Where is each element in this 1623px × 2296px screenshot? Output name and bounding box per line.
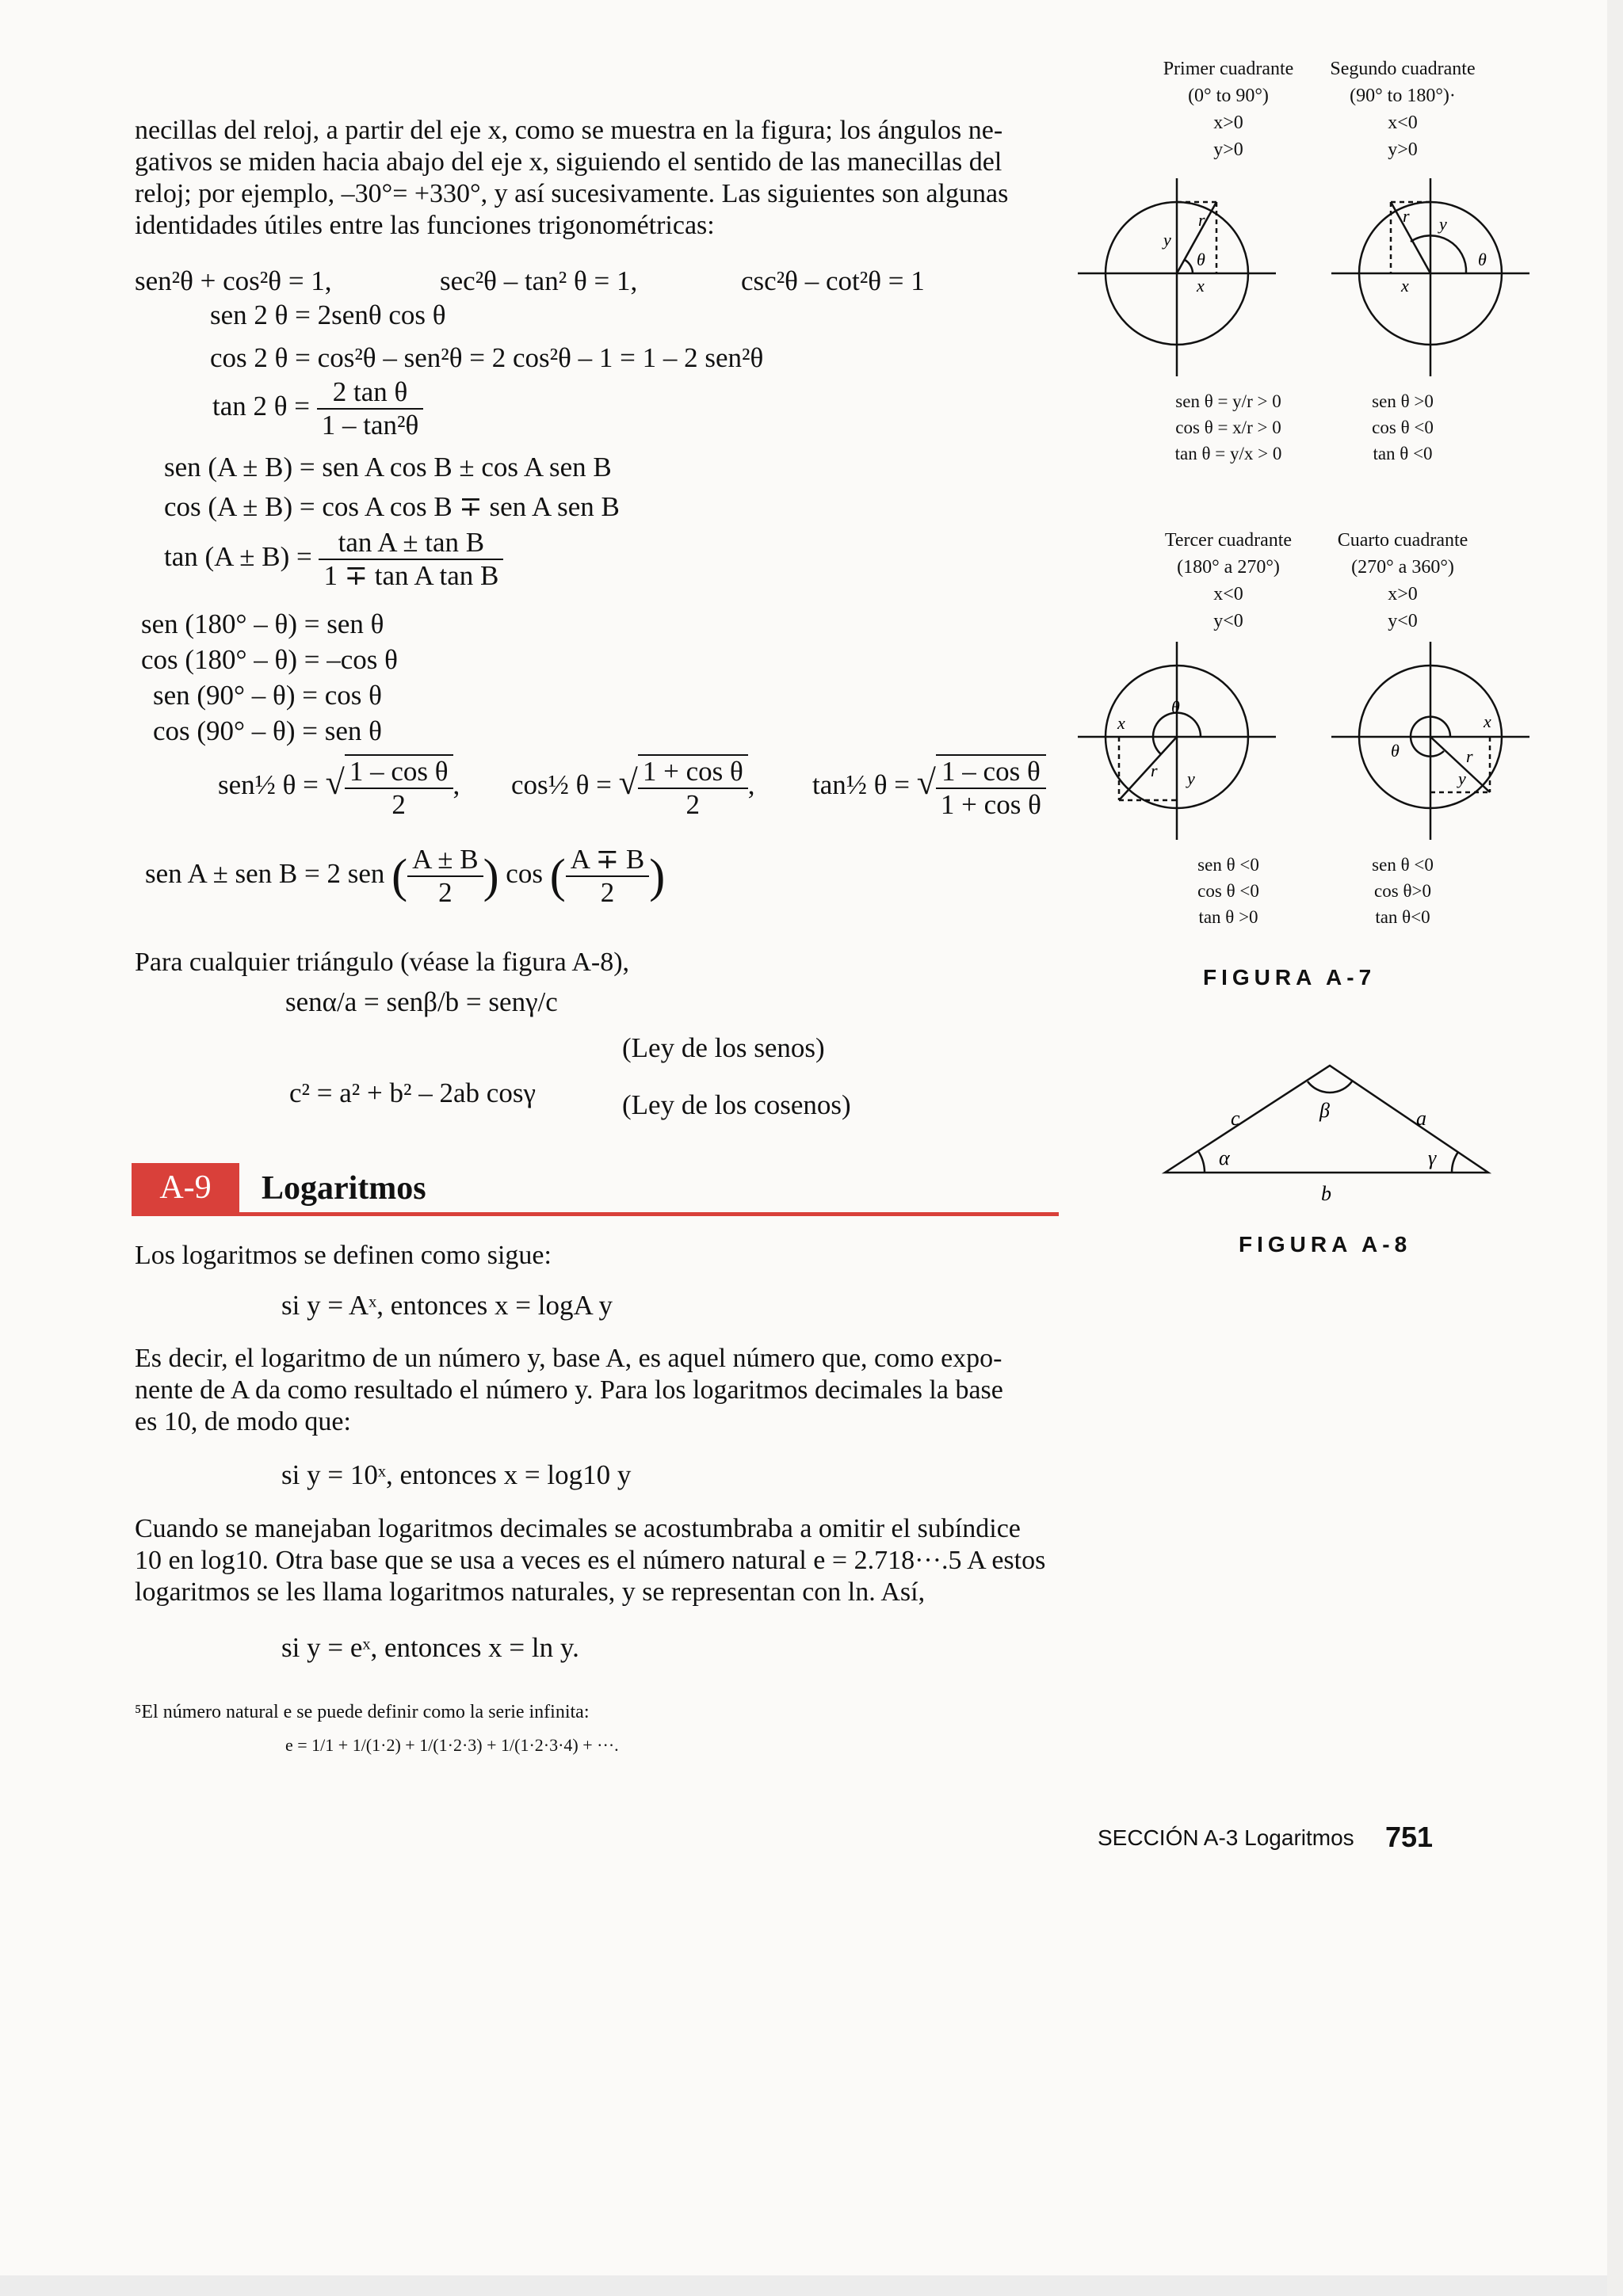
paren-left: ( <box>391 849 408 902</box>
tan-sum-fraction <box>319 527 503 592</box>
half-sen-lhs: sen½ θ = <box>218 769 319 801</box>
sign-tan: tan θ = y/x > 0 <box>1174 444 1282 463</box>
quadrant-range: (0° to 90°) <box>1188 86 1269 106</box>
footer-section-label: SECCIÓN A-3 Logaritmos <box>1098 1825 1354 1850</box>
quadrant-title: Cuarto cuadrante <box>1337 530 1468 551</box>
label-gamma: γ <box>1428 1146 1437 1169</box>
numerator: 2 tan θ <box>317 376 424 410</box>
text-line: reloj; por ejemplo, –30°= +330°, y así sucesivamente. Las siguientes son algunas <box>135 179 1009 208</box>
label-r: r <box>1466 746 1473 766</box>
denominator: 2 <box>685 789 701 820</box>
numerator: 1 – cos θ <box>345 756 453 789</box>
half-sen-fraction <box>345 754 453 821</box>
label-y: y <box>1187 769 1195 788</box>
label-x: x <box>1197 276 1205 296</box>
quadrant-2-signs <box>1284 388 1522 467</box>
label-y: y <box>1439 214 1447 234</box>
quadrant-range: (180° a 270°) <box>1177 557 1280 578</box>
label-c: c <box>1231 1107 1240 1130</box>
denominator: 1 + cos θ <box>940 789 1041 820</box>
text-line: identidades útiles entre las funciones trigonométricas: <box>135 211 715 240</box>
sign-cos: cos θ>0 <box>1374 881 1431 901</box>
identity-sen2: sen 2 θ = 2senθ cos θ <box>210 299 446 330</box>
sum-fraction-2 <box>566 844 650 909</box>
quadrant-1-diagram <box>1078 178 1276 376</box>
label-x: x <box>1401 276 1409 296</box>
label-theta: θ <box>1171 697 1180 717</box>
section-title: Logaritmos <box>262 1170 426 1207</box>
text-line: 10 en log10. Otra base que se usa a veces es el número natural e = 2.718···.5 A estos <box>135 1546 1046 1575</box>
figure-a7-caption: FIGURA A-7 <box>1203 965 1377 990</box>
figure-a8-caption: FIGURA A-8 <box>1239 1232 1412 1257</box>
log-intro: Los logaritmos se definen como sigue: <box>135 1241 552 1270</box>
denominator: 2 <box>391 789 406 820</box>
denominator: 2 <box>600 877 615 908</box>
figure-a8-triangle <box>1157 1046 1498 1204</box>
label-r: r <box>1403 206 1410 226</box>
law-of-sines: senα/a = senβ/b = senγ/c <box>285 986 558 1017</box>
paren-right: ) <box>483 849 499 902</box>
text-line: gativos se miden hacia abajo del eje x, siguiendo el sentido de las manecillas del <box>135 147 1002 177</box>
denominator: 1 ∓ tan A tan B <box>323 560 499 591</box>
law-of-sines-label: (Ley de los senos) <box>622 1032 825 1063</box>
scan-bottom-edge <box>0 2275 1623 2296</box>
identity-cos-180: cos (180° – θ) = –cos θ <box>141 644 398 675</box>
half-tan-fraction <box>936 754 1046 821</box>
triangle-intro: Para cualquier triángulo (véase la figura A-8), <box>135 948 630 977</box>
label-theta: θ <box>1197 250 1205 269</box>
footnote: ⁵El número natural e se puede definir como la serie infinita: <box>135 1702 590 1722</box>
text-line: necillas del reloj, a partir del eje x, como se muestra en la figura; los ángulos ne- <box>135 116 1003 145</box>
denominator: 1 – tan²θ <box>321 410 419 441</box>
sign-tan: tan θ <0 <box>1373 444 1433 463</box>
ln-definition: si y = eˣ, entonces x = ln y. <box>281 1632 579 1663</box>
log10-definition: si y = 10ˣ, entonces x = log10 y <box>281 1459 632 1490</box>
quadrant-y-sign: y<0 <box>1213 611 1243 631</box>
label-theta: θ <box>1391 741 1400 761</box>
identity-sen-sum: sen (A ± B) = sen A cos B ± cos A sen B <box>164 452 612 482</box>
quadrant-title: Tercer cuadrante <box>1164 530 1293 551</box>
identity-cos-90: cos (90° – θ) = sen θ <box>153 715 382 746</box>
sum-fraction-1 <box>407 844 483 909</box>
identity-half-cos: cos½ θ = √ $\frac{\text{1 + cos θ}}{2}$ , <box>511 756 755 820</box>
text-line: es 10, de modo que: <box>135 1407 351 1436</box>
identity-half-tan <box>812 754 1046 821</box>
identity-pythagorean: sen²θ + cos²θ = 1, <box>135 265 332 296</box>
text-line: logaritmos se les llama logaritmos naturales, y se representan con ln. Así, <box>135 1577 926 1607</box>
numerator: 1 – cos θ <box>936 756 1046 789</box>
sign-sen: sen θ = y/r > 0 <box>1175 391 1281 411</box>
denominator: 2 <box>438 877 453 908</box>
label-alpha: α <box>1219 1146 1230 1169</box>
page-number: 751 <box>1385 1821 1434 1853</box>
quadrant-x-sign: x<0 <box>1213 584 1243 605</box>
text-line: Es decir, el logaritmo de un número y, base A, es aquel número que, como expo- <box>135 1344 1002 1373</box>
sign-cos: cos θ = x/r > 0 <box>1175 418 1281 437</box>
tan-sum-lhs: tan (A ± B) = <box>164 541 312 573</box>
label-r: r <box>1151 761 1158 780</box>
half-tan-lhs: tan½ θ = <box>812 769 911 801</box>
sqrt-icon: √ <box>325 763 345 803</box>
identity-cos2: cos 2 θ = cos²θ – sen²θ = 2 cos²θ – 1 = 1 – 2 sen²θ <box>210 342 764 373</box>
sign-cos: cos θ <0 <box>1372 418 1434 437</box>
text-line: Cuando se manejaban logaritmos decimales se acostumbraba a omitir el subíndice <box>135 1514 1021 1543</box>
half-cos-fraction <box>638 754 748 821</box>
quadrant-x-sign: x<0 <box>1388 113 1418 133</box>
paren-right: ) <box>649 849 666 902</box>
tan2-fraction <box>317 376 424 441</box>
intro-paragraph <box>135 115 1008 242</box>
label-y: y <box>1163 230 1171 250</box>
identity-tan2 <box>212 376 423 441</box>
quadrant-y-sign: y>0 <box>1388 139 1418 160</box>
tan2-lhs: tan 2 θ = <box>212 391 311 422</box>
numerator: tan A ± tan B <box>319 527 503 560</box>
numerator: A ± B <box>407 844 483 877</box>
identity-cos-sum: cos (A ± B) = cos A cos B ∓ sen A sen B <box>164 491 620 522</box>
identity-tan-sum <box>164 527 503 592</box>
quadrant-4-diagram <box>1331 642 1529 840</box>
decimal-paragraph <box>135 1343 1003 1438</box>
label-a: a <box>1416 1107 1426 1130</box>
sign-tan: tan θ >0 <box>1198 907 1258 927</box>
quadrant-y-sign: y<0 <box>1388 611 1418 631</box>
label-y: y <box>1458 769 1466 788</box>
sign-cos: cos θ <0 <box>1197 881 1259 901</box>
scan-right-edge <box>1607 0 1623 2296</box>
label-b: b <box>1321 1182 1331 1204</box>
identity-sec-tan: sec²θ – tan² θ = 1, <box>440 265 638 296</box>
quadrant-3-diagram <box>1078 642 1276 840</box>
identity-half-sen: sen½ θ = √ $\frac{\text{1 – cos θ}}{2}$ , <box>218 756 460 820</box>
sign-sen: sen θ >0 <box>1372 391 1434 411</box>
quadrant-title: Segundo cuadrante <box>1330 59 1476 79</box>
section-number-badge: A-9 <box>132 1163 239 1212</box>
law-of-cosines: c² = a² + b² – 2ab cosγ <box>289 1077 536 1108</box>
identity-sum-product <box>145 844 665 909</box>
label-x: x <box>1117 713 1125 733</box>
label-r: r <box>1198 210 1205 230</box>
natural-paragraph <box>135 1513 1045 1608</box>
quadrant-y-sign: y>0 <box>1213 139 1243 160</box>
sign-sen: sen θ <0 <box>1372 855 1434 875</box>
label-theta: θ <box>1478 250 1487 269</box>
quadrant-4-signs <box>1284 852 1522 930</box>
quadrant-x-sign: x>0 <box>1388 584 1418 605</box>
quadrant-title: Primer cuadrante <box>1163 59 1294 79</box>
identity-sen-180: sen (180° – θ) = sen θ <box>141 608 384 639</box>
label-x: x <box>1484 711 1491 731</box>
label-beta: β <box>1319 1099 1330 1122</box>
law-of-cosines-label: (Ley de los cosenos) <box>622 1089 851 1120</box>
half-cos-lhs: cos½ θ = <box>511 769 612 801</box>
quadrant-range: (90° to 180°)· <box>1350 86 1456 106</box>
sum-lhs: sen A ± sen B = 2 sen <box>145 858 385 890</box>
quadrant-range: (270° a 360°) <box>1351 557 1454 578</box>
numerator: 1 + cos θ <box>638 756 748 789</box>
sign-sen: sen θ <0 <box>1197 855 1259 875</box>
section-rule <box>132 1212 1059 1216</box>
identity-sen-90: sen (90° – θ) = cos θ <box>153 680 382 711</box>
quadrant-x-sign: x>0 <box>1213 113 1243 133</box>
sign-tan: tan θ<0 <box>1375 907 1430 927</box>
sqrt-icon: √ <box>916 763 936 803</box>
log-definition: si y = Aˣ, entonces x = logA y <box>281 1290 613 1321</box>
numerator: A ∓ B <box>566 844 650 877</box>
sum-cos: cos <box>506 858 543 890</box>
text-line: nente de A da como resultado el número y. Para los logaritmos decimales la base <box>135 1375 1003 1405</box>
identity-csc-cot: csc²θ – cot²θ = 1 <box>741 265 925 296</box>
sqrt-icon: √ <box>618 763 638 803</box>
quadrant-2-header <box>1284 55 1522 163</box>
paren-left: ( <box>549 849 566 902</box>
footnote-series: e = 1/1 + 1/(1·2) + 1/(1·2·3) + 1/(1·2·3·4) + ···. <box>285 1735 619 1755</box>
quadrant-2-diagram <box>1331 178 1529 376</box>
